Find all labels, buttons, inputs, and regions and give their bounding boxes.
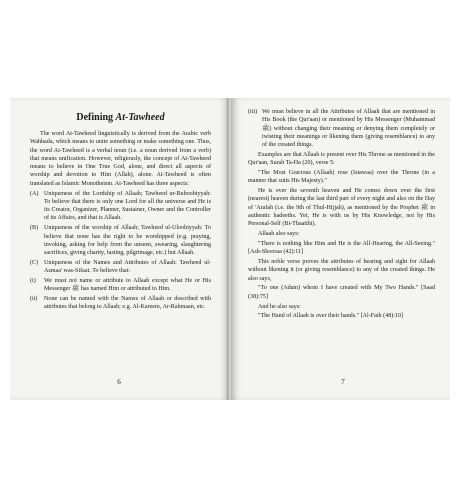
quote-paragraph: "There is nothing like Him and He is the All-Hearing, the All-Seeing." [Ash-Shooraa (42):11]: [248, 240, 435, 256]
list-item: [30, 295, 211, 312]
left-page-content: [30, 112, 211, 313]
quote-paragraph: "To one (Adam) whom I have created with My Two Hands." [Saad (38):75]: [248, 285, 435, 300]
title-prefix: Defining: [76, 112, 116, 123]
list-item-text: We must believe in all the Attributes of Allaah that are mentioned in His Book (the Qur'aan) or mentioned by His Messenger (Muhammad ﷺ) without changing their meaning or denying them completely or twisting their meanings or likening them (giving resemblance) to any of the created things.: [262, 109, 435, 149]
page-number: 7: [341, 378, 345, 386]
list-item-text: None can be named with the Names of Allaah or described with attributes that belong to Allaah; e.g. Al-Kareem, Ar-Rahmaan, etc.: [44, 296, 211, 311]
paragraph: This noble verse proves the attributes of hearing and sight for Allaah without likening it (or giving resemblance) to any of the created things. He also says,: [248, 259, 435, 282]
list-item-label: (ii): [30, 296, 38, 303]
list-item-label: (iii): [248, 109, 258, 115]
list-item: [30, 277, 211, 294]
list-item-text: Uniqueness of the Lordship of Allaah; Tawheed ur-Ruboobiyyah: To believe that there is only one Lord for all the universe and He is its Creator, Organizer, Planner, Sustainer, Owner and the Controller of its Affairs, and that is Allaah.: [44, 190, 211, 222]
list-item: [30, 224, 211, 257]
list-item-text: We must not name or attribute to Allaah except what He or His Messenger ﷺ has named Him or attributed to Him.: [44, 278, 211, 293]
quote-paragraph: "The Hand of Allaah is over their hands." [Al-Fath (48):10]: [258, 313, 404, 320]
paragraph: He is over the seventh heaven and He comes down over the first (nearest) heaven during the last third part of every night and also on the Day of 'Arafah (i.e. the 9th of Thul-Hijjah), as mentioned by the Prophet ﷺ in authentic hadeeths. Yet, He is with us by His Knowledge, not by His Personal-Self (Bi-Thaatihi).: [248, 188, 435, 228]
list-item-label: (A): [30, 190, 39, 197]
list-item-text: Uniqueness of the Names and Attributes of Allaah: Tawheed ul-Asmaa' was-Sifaat. To believe that:: [44, 259, 211, 275]
book-spread: [10, 98, 450, 400]
list-item: [30, 190, 211, 223]
page-title: [30, 112, 211, 124]
paragraph: Examples are that Allaah is present over His Throne as mentioned in the Qur'aan, Surah Ta-Ha (20), verse 5:: [248, 151, 435, 167]
quote-paragraph: "The Most Gracious (Allaah) rose (Istawaa) over the Throne (in a manner that suits His Majesty).": [248, 170, 435, 185]
right-page-content: [248, 108, 435, 322]
right-page: [231, 98, 450, 400]
list-item: [248, 108, 435, 149]
list-item-label: (C): [30, 259, 39, 266]
list-item: [30, 259, 211, 276]
page-number: 6: [117, 378, 121, 386]
paragraph: Allaah also says:: [258, 231, 300, 238]
list-item-label: (B): [30, 225, 39, 232]
intro-paragraph: The word At-Tawheed linguistically is derived from the Arabic verb Wahhada, which means to unite something or make something one. Thus, the word At-Tawheed is a verbal noun (i.e. a noun derived from a verb) that means unification. However, religiously, the concept of At-Tawheed means to believe in One True God, alone, and direct all aspects of worship and devotion to Him (Allah), alone. At-Tawheed is often translated as Islamic Monotheism. At-Tawheed has three aspects:: [30, 131, 211, 187]
left-page: [10, 98, 229, 400]
paragraph: And he also says:: [258, 303, 301, 310]
list-item-label: (i): [30, 278, 36, 285]
list-item-text: Uniqueness of the worship of Allaah; Tawheed ul-Uloohiyyah: To believe that none has the right to be worshipped (e.g. praying, invoking, asking for help from the unseen, swearing, slaughtering sacrifices, giving charity, fasting, pilgrimage, etc.) but Allaah.: [44, 225, 211, 257]
title-term: At-Tawheed: [115, 112, 165, 123]
